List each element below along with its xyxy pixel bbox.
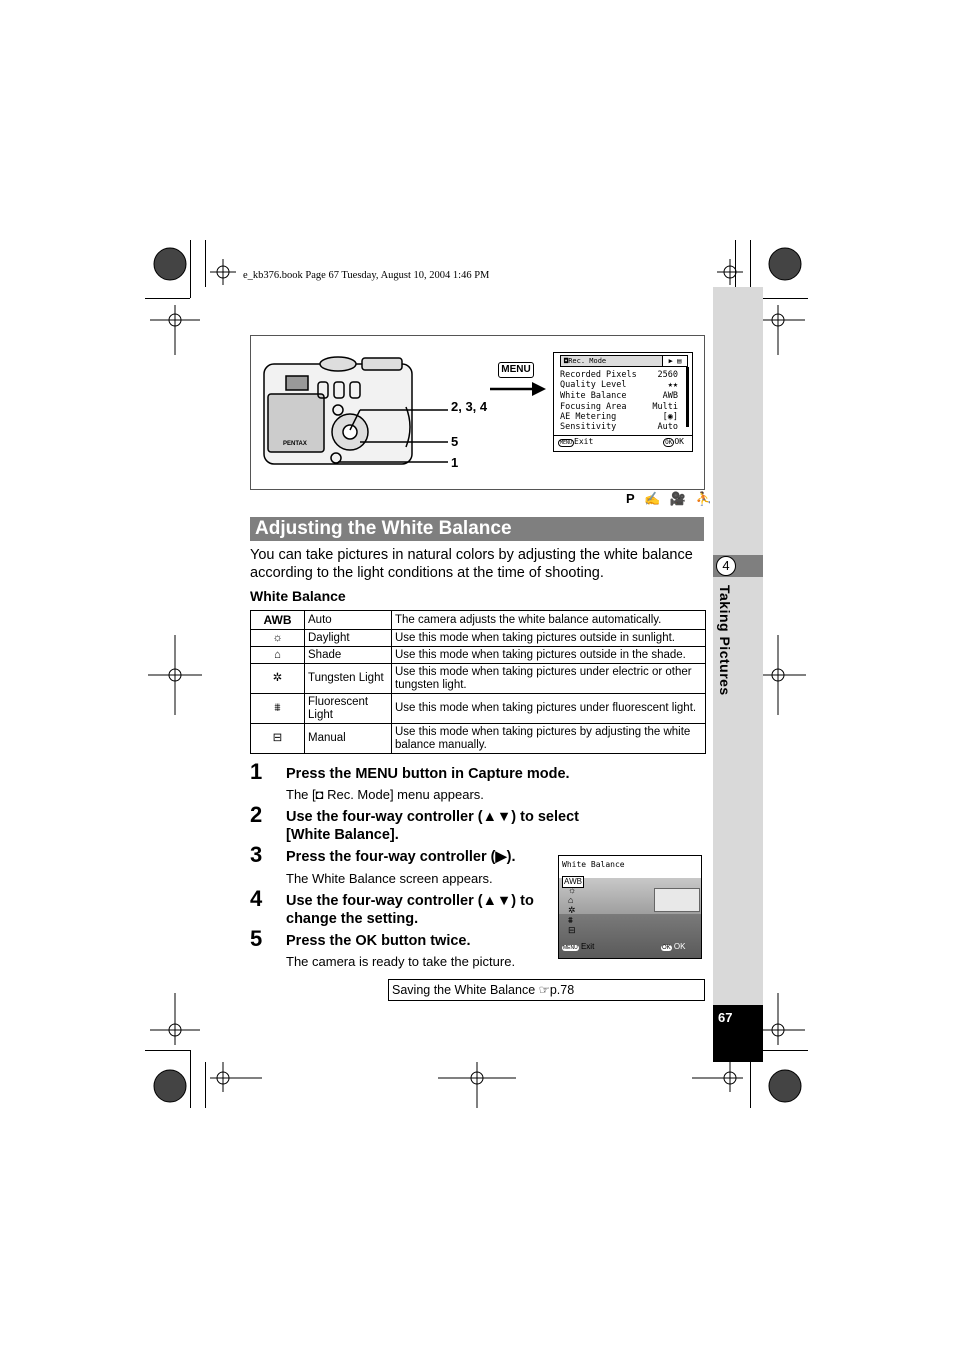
step-text: Use the four-way controller (▲▼) to change the setting. xyxy=(286,893,534,927)
daylight-icon: ☼ xyxy=(568,885,577,895)
table-row: ☼ Daylight Use this mode when taking pictures outside in sunlight. xyxy=(251,630,706,647)
intro-paragraph: You can take pictures in natural colors by adjusting the white balance according to the light conditions at the time of shooting. xyxy=(250,547,693,581)
building xyxy=(654,888,700,912)
step-text: Press the MENU button in Capture mode. xyxy=(286,766,570,782)
callout-5: 5 xyxy=(451,434,459,449)
camera-brand: PENTAX xyxy=(283,441,307,447)
auto-wb-icon: AWB xyxy=(251,611,305,630)
table-row: ✲ Tungsten Light Use this mode when taking pictures under electric or other tungsten light. xyxy=(251,664,706,694)
reference-box xyxy=(388,979,705,1001)
menu-button-icon: MENU xyxy=(498,362,534,378)
shade-icon: ⌂ xyxy=(251,647,305,664)
fluorescent-icon: ⩩ xyxy=(568,915,573,925)
step-subtext: The camera is ready to take the picture. xyxy=(286,954,516,969)
mode-icons: P ✍ 🎥 ⛹ xyxy=(626,491,715,506)
step-text: Use the four-way controller (▲▼) to select [White Balance]. xyxy=(286,809,579,843)
step-subtext: The White Balance screen appears. xyxy=(286,871,493,886)
step-number: 4 xyxy=(250,886,263,911)
callout-1: 1 xyxy=(451,455,459,470)
menu-row: Recorded Pixels 2560 xyxy=(560,370,678,380)
step-subtext: The [◘ Rec. Mode] menu appears. xyxy=(286,787,484,802)
reference-text: Saving the White Balance ☞p.78 xyxy=(392,983,575,997)
menu-row: Sensitivity Auto xyxy=(560,422,678,432)
fluorescent-icon: ⩩ xyxy=(251,694,305,724)
callout-234: 2, 3, 4 xyxy=(451,399,488,414)
tungsten-icon: ✲ xyxy=(251,664,305,694)
menu-row: Focusing Area Multi xyxy=(560,402,678,412)
chapter-sidebar xyxy=(713,287,763,1062)
menu-exit: MENU Exit xyxy=(560,437,594,446)
file-info-header: e_kb376.book Page 67 Tuesday, August 10, 2004 1:46 PM xyxy=(243,270,490,281)
arrow-right-icon xyxy=(488,381,548,397)
white-balance-screen xyxy=(558,855,702,959)
callout-lines xyxy=(330,400,450,470)
table-row: ⩩ Fluorescent Light Use this mode when taking pictures under fluorescent light. xyxy=(251,694,706,724)
menu-scrollbar xyxy=(686,367,689,427)
screen-ok: OK OK xyxy=(662,942,686,951)
table-title: White Balance xyxy=(250,588,346,604)
step-text: Press the OK button twice. xyxy=(286,933,471,949)
menu-row: Quality Level ★★ xyxy=(560,380,678,390)
screen-exit: MENU Exit xyxy=(563,942,595,951)
shade-icon: ⌂ xyxy=(568,895,574,905)
table-row: ⌂ Shade Use this mode when taking pictures outside in the shade. xyxy=(251,647,706,664)
ground xyxy=(559,914,701,958)
step-number: 1 xyxy=(250,759,263,784)
awb-icon: AWB xyxy=(562,876,584,888)
step-number: 2 xyxy=(250,802,263,827)
page-number: 67 xyxy=(718,1010,733,1025)
step-number: 3 xyxy=(250,842,263,867)
tungsten-icon: ✲ xyxy=(568,905,576,915)
manual-icon: ⊟ xyxy=(568,925,576,935)
rec-mode-menu-screen xyxy=(553,352,693,452)
menu-row: White Balance AWB xyxy=(560,391,678,401)
menu-tabs-icon: ▶ ▤ xyxy=(662,355,688,367)
chapter-tab xyxy=(713,555,763,577)
daylight-icon: ☼ xyxy=(251,630,305,647)
section-title: Adjusting the White Balance xyxy=(255,518,512,539)
step-text: Press the four-way controller (▶). xyxy=(286,849,516,865)
table-row: AWB Auto The camera adjusts the white balance automatically. xyxy=(251,611,706,630)
table-row: ⊟ Manual Use this mode when taking pictures by adjusting the white balance manually. xyxy=(251,724,706,754)
page-number-box xyxy=(713,1005,763,1062)
manual-icon: ⊟ xyxy=(251,724,305,754)
step-number: 5 xyxy=(250,926,263,951)
menu-ok: OK OK xyxy=(665,437,684,446)
white-balance-table xyxy=(250,610,706,754)
chapter-title: Taking Pictures xyxy=(717,585,733,696)
menu-row: AE Metering [◉] xyxy=(560,412,678,422)
chapter-number: 4 xyxy=(716,556,736,576)
camera-icon: ◘ xyxy=(564,357,569,365)
section-heading-bar xyxy=(250,517,704,541)
screen-title: White Balance xyxy=(562,860,625,869)
menu-title: ◘Rec. Mode xyxy=(560,355,663,367)
